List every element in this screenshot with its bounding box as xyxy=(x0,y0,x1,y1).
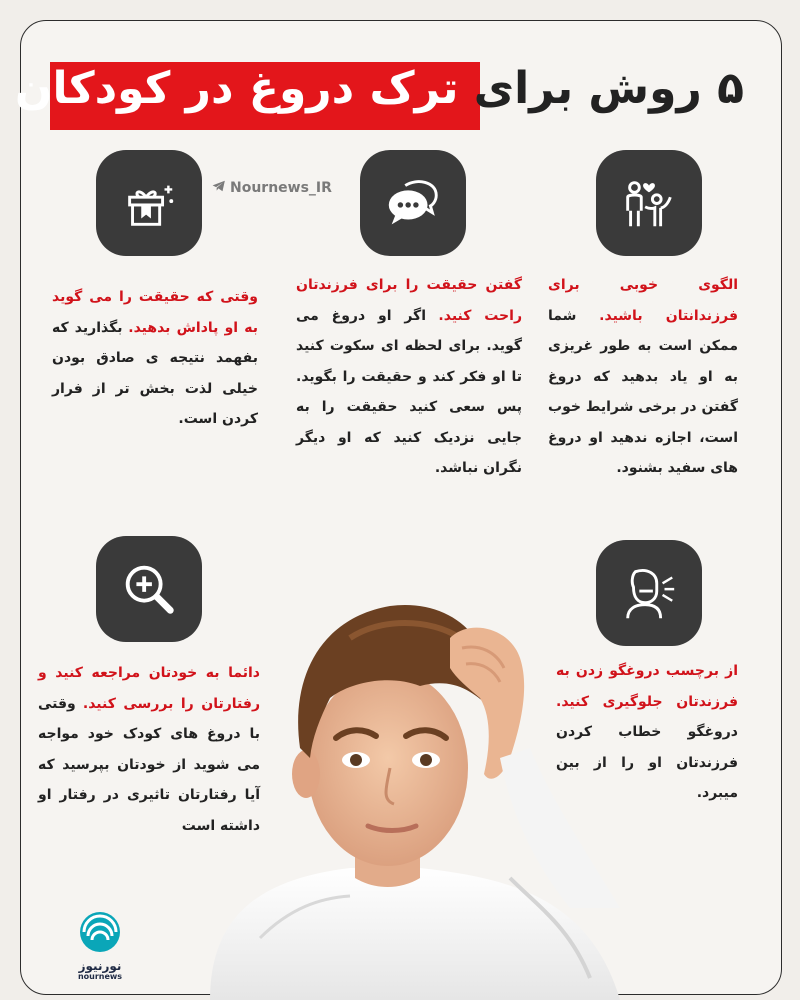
tip-body: وقتی با دروغ های کودک خود مواجه می شوید از خودتان بپرسید که آیا رفتارتان تاثیری در رفتار او داشته است xyxy=(38,695,260,834)
logo-name: نورنیوز xyxy=(78,959,122,973)
face xyxy=(308,670,468,866)
telegram-handle: Nournews_IR xyxy=(212,180,332,196)
telegram-icon xyxy=(212,180,226,196)
tip-body: شما ممکن است به طور غریزی به او یاد بدهید که دروغ گفتن در برخی شرایط خوب است، اجازه ندهید او دروغ های سفید بشنود. xyxy=(548,307,738,476)
poster-title xyxy=(0,42,800,122)
tip-heading: الگوی خوبی برای فرزندانتان باشید. xyxy=(548,277,738,324)
nournews-logo-mark xyxy=(78,910,122,954)
tip-body: دروغگو خطاب کردن فرزندتان او را از بین میبرد. xyxy=(556,724,738,801)
tip-body: بگذارید که بفهمد نتیجه ی صادق بودن خیلی لذت بخش تر از فرار کردن است. xyxy=(52,319,258,427)
title-dark-part: ۵ روش برای xyxy=(473,63,744,114)
gift-box-icon xyxy=(96,150,202,256)
logo-latin: nournews xyxy=(77,972,123,981)
tip-heading: گفتن حقیقت را برای فرزندتان راحت کنید. xyxy=(296,277,523,324)
tip-make-truth-easy xyxy=(296,270,522,484)
boy-photo xyxy=(150,578,670,1000)
tip-body: اگر او دروغ می گوید. برای لحظه ای سکوت کنید تا او فکر کند و حقیقت را بگوید. پس سعی کنید حقیقت را به جایی نزدیک کنید که او دیگر نگران نباشد. xyxy=(296,307,522,476)
tip-heading: دائما به خودتان مراجعه کنید و رفتارتان را بررسی کنید. xyxy=(38,665,261,712)
parent-child-icon xyxy=(596,150,702,256)
tip-heading: از برچسب دروغگو زدن به فرزندتان جلوگیری کنید. xyxy=(556,663,738,710)
tip-heading: وقتی که حقیقت را می گوید به او پاداش بدهید. xyxy=(52,289,258,336)
chat-bubbles-icon xyxy=(360,150,466,256)
title-highlight-part: ترک دروغ در کودکان xyxy=(14,63,459,114)
nournews-logo xyxy=(70,910,130,990)
tip-role-model xyxy=(548,270,738,484)
tip-reward-truth xyxy=(52,282,258,435)
title-text xyxy=(7,54,744,124)
